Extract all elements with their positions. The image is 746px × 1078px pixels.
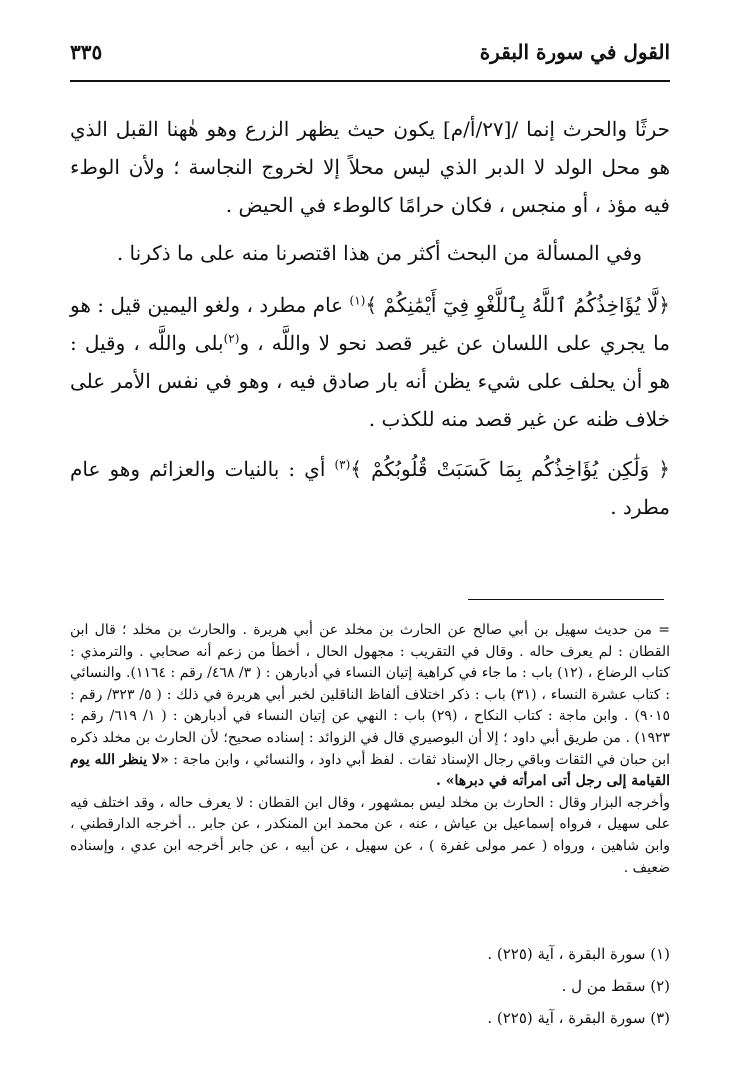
- footnote-2: (٢) سقط من ل .: [561, 977, 670, 995]
- paragraph-3: [70, 286, 670, 438]
- footnote-3: (٣) سورة البقرة ، آية (٢٢٥) .: [487, 1009, 670, 1027]
- paragraph-2: وفي المسألة من البحث أكثر من هذا اقتصرنا منه على ما ذكرنا .: [116, 241, 642, 265]
- paragraph-3-text-b: بلى واللَّه ، وقيل : هو أن يحلف على شيء يظن أنه بار صادق فيه ، وهو في نفس الأمر على خلاف ظنه عن غير قصد منه للكذب .: [70, 331, 670, 431]
- page-number: ٣٣٥: [70, 40, 103, 64]
- footnote-list: [70, 938, 670, 1034]
- running-title: القول في سورة البقرة: [479, 40, 670, 64]
- paragraph-4-text: أي : بالنيات والعزائم وهو عام مطرد .: [70, 457, 670, 519]
- footnote-continuation: [70, 620, 670, 793]
- quran-verse-2: ﴿ وَلَٰكِن يُؤَاخِذُكُم بِمَا كَسَبَتْ قُلُوبُكُمْ ﴾: [350, 457, 670, 481]
- footnote-1: (١) سورة البقرة ، آية (٢٢٥) .: [487, 945, 670, 963]
- hadith-quote: «لا ينظر الله يوم القيامة إلى رجل أتى امرأته في دبرها» .: [70, 751, 670, 790]
- paragraph-3-text-a: عام مطرد ، ولغو اليمين قيل : هو ما يجري على اللسان عن غير قصد نحو لا واللَّه ، و: [70, 293, 670, 355]
- paragraph-4: [70, 450, 670, 526]
- footnote-ref-3: (٣): [334, 457, 351, 472]
- footnote-separator: [468, 599, 664, 600]
- footnote-ref-2: (٢): [223, 331, 240, 346]
- quran-verse-1: ﴿لَّا يُؤَاخِذُكُمُ ٱللَّهُ بِٱللَّغْوِ فِيٓ أَيْمَٰنِكُمْ ﴾: [365, 293, 670, 317]
- footnote-ref-1: (١): [349, 293, 366, 308]
- footnote-block: [70, 620, 670, 879]
- footnote-part-1: = من حديث سهيل بن أبي صالح عن الحارث بن مخلد عن أبي هريرة . والحارث بن مخلد ؛ قال ابن القطان : لم يعرف حاله . وقال في التقريب : مجهول الحال ، أخطأ من زعم أنه صحابي . والترمذي : كتاب الرضاع ، (١٢) باب : ما جاء في كراهية إتيان النساء في أدبارهن : ( ٣/ ٤٦٨/ رقم : ١١٦٤). والنسائي : كتاب عشرة النساء ، (٣١) باب : ذكر اختلاف ألفاظ الناقلين لخبر أبي هريرة في ذلك : ( ٥/ ٣٢٣/ رقم : ٩٠١٥) . وابن ماجة : كتاب النكاح ، (٢٩) باب : النهي عن إتيان النساء في أدبارهن : ( ١/ ٦١٩/ رقم : ١٩٢٣) . من طريق أبي داود ؛ إلا أن البوصيري قال في الزوائد : إسناده صحيح؛ لأن الحارث بن مخلد ذكره ابن حبان في الثقات وباقي رجال الإسناد ثقات . لفظ أبي داود ، والنسائي ، وابن ماجة :: [70, 622, 671, 768]
- footnote-part-2: وأخرجه البزار وقال : الحارث بن مخلد ليس بمشهور ، وقال ابن القطان : لا يعرف حاله ، وقد اختلف فيه على سهيل ، فرواه إسماعيل بن عياش ، عنه ، عن محمد ابن المنكدر ، عن جابر .. أخرجه الدارقطني ، وابن شاهين ، ورواه ( عمر مولى غفرة ) ، عن سهيل ، عن أبيه ، عن جابر أخرجه ابن عدي ، وإسناده ضعيف .: [70, 794, 670, 876]
- header-rule: [70, 80, 670, 82]
- paragraph-1: حرثًا والحرث إنما /[٢٧/أ/م] يكون حيث يظهر الزرع وهو هٰهنا القبل الذي هو محل الولد لا الدبر الذي ليس محلاً إلا لخروج النجاسة ؛ ولأن الوطء فيه مؤذ ، أو منجس ، فكان حرامًا كالوطء في الحيض .: [70, 117, 670, 217]
- main-text: [70, 110, 670, 526]
- page-header: [70, 38, 670, 78]
